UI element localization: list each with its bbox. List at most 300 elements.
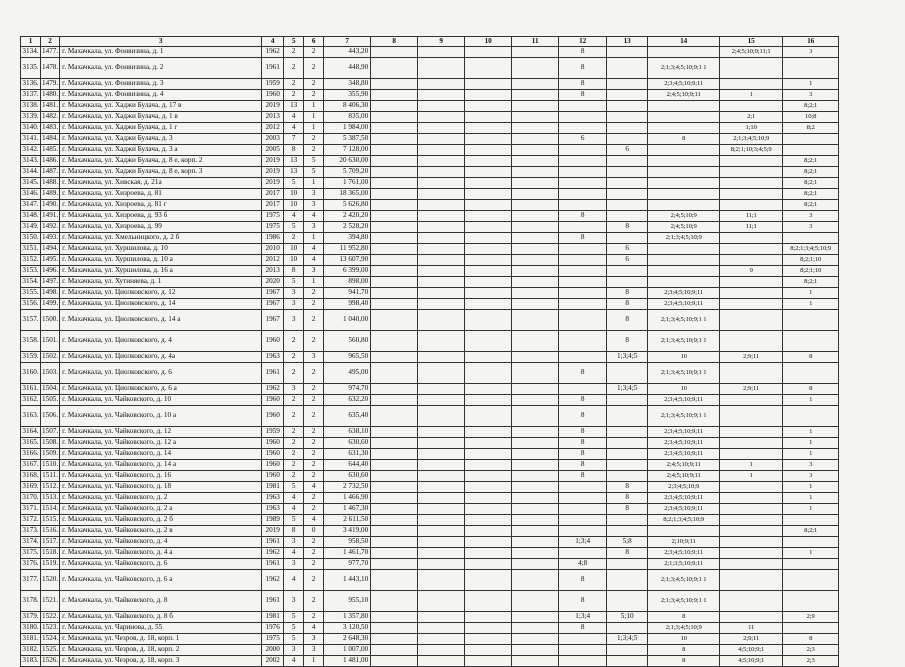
object-id-cell: 1479. — [41, 79, 60, 90]
empty-cell-col8 — [371, 90, 418, 101]
entrances-cell: 2 — [304, 559, 324, 570]
empty-cell-col8 — [371, 189, 418, 200]
col15-cell — [720, 178, 783, 189]
col15-cell: 1 — [720, 471, 783, 482]
col16-cell — [783, 363, 839, 384]
work-codes-cell: 2;1;3;4;5;10;9;1 1 — [648, 363, 720, 384]
entrances-cell: 3 — [304, 200, 324, 211]
entrances-cell: 3 — [304, 222, 324, 233]
empty-cell-col10 — [465, 277, 512, 288]
address-cell: г. Махачкала, ул. Чайковского, д. 8 — [60, 591, 262, 612]
empty-cell-col9 — [418, 310, 465, 331]
entrances-cell: 4 — [304, 623, 324, 634]
floors-cell: 8 — [284, 266, 304, 277]
col15-cell: 1;10 — [720, 123, 783, 134]
empty-cell-col8 — [371, 482, 418, 493]
entrances-cell: 2 — [304, 395, 324, 406]
col12-cell — [559, 515, 607, 526]
entrances-cell: 1 — [304, 101, 324, 112]
object-id-cell: 1519. — [41, 559, 60, 570]
col12-cell: 8 — [559, 395, 607, 406]
object-id-cell: 1517. — [41, 537, 60, 548]
col15-cell — [720, 482, 783, 493]
empty-cell-col11 — [512, 47, 559, 58]
work-codes-cell: 10 — [648, 384, 720, 395]
object-id-cell: 1477. — [41, 47, 60, 58]
table-row — [21, 493, 839, 504]
empty-cell-col11 — [512, 570, 559, 591]
column-header: 12 — [559, 37, 607, 47]
entrances-cell: 2 — [304, 58, 324, 79]
object-id-cell: 1515. — [41, 515, 60, 526]
empty-cell-col11 — [512, 178, 559, 189]
floors-cell: 2 — [284, 47, 304, 58]
year-built-cell: 1959 — [262, 79, 284, 90]
area-cell: 7 128,00 — [324, 145, 371, 156]
empty-cell-col10 — [465, 493, 512, 504]
floors-cell: 13 — [284, 101, 304, 112]
address-cell: г. Махачкала, ул. Хаджи Булача, д. 3 — [60, 134, 262, 145]
col13-cell — [607, 471, 648, 482]
address-cell: г. Махачкала, ул. Циолковского, д. 4а — [60, 352, 262, 363]
area-cell: 638,10 — [324, 427, 371, 438]
entrances-cell: 2 — [304, 299, 324, 310]
col15-cell: 9 — [720, 266, 783, 277]
empty-cell-col8 — [371, 460, 418, 471]
col13-cell: 1;3;4;5 — [607, 352, 648, 363]
empty-cell-col10 — [465, 526, 512, 537]
empty-cell-col9 — [418, 178, 465, 189]
work-codes-cell: 2;1;3;4;5;10;9;1 1 — [648, 310, 720, 331]
object-id-cell: 1522. — [41, 612, 60, 623]
col15-cell — [720, 493, 783, 504]
floors-cell: 5 — [284, 277, 304, 288]
empty-cell-col8 — [371, 570, 418, 591]
work-codes-cell: 2;1;3;4;5;10;9;1 1 — [648, 570, 720, 591]
col13-cell — [607, 47, 648, 58]
col15-cell: 1 — [720, 460, 783, 471]
empty-cell-col8 — [371, 277, 418, 288]
empty-cell-col8 — [371, 178, 418, 189]
area-cell: 18 365,00 — [324, 189, 371, 200]
table-row — [21, 559, 839, 570]
area-cell: 941,70 — [324, 288, 371, 299]
col15-cell: 11 — [720, 623, 783, 634]
col13-cell — [607, 167, 648, 178]
col16-cell: 1 — [783, 504, 839, 515]
year-built-cell: 1962 — [262, 384, 284, 395]
address-cell: г. Махачкала, ул. Хизроева, д. 93 б — [60, 211, 262, 222]
object-id-cell: 1524. — [41, 634, 60, 645]
table-row — [21, 58, 839, 79]
row-number-cell: 3178. — [21, 591, 41, 612]
row-number-cell: 3159. — [21, 352, 41, 363]
year-built-cell: 2019 — [262, 167, 284, 178]
area-cell: 632,20 — [324, 395, 371, 406]
object-id-cell: 1518. — [41, 548, 60, 559]
col13-cell: 5;8 — [607, 537, 648, 548]
entrances-cell: 2 — [304, 460, 324, 471]
col13-cell — [607, 406, 648, 427]
table-row — [21, 449, 839, 460]
work-codes-cell — [648, 178, 720, 189]
address-cell: г. Махачкала, ул. Хаджи Булача, д. 1 в — [60, 112, 262, 123]
year-built-cell: 2012 — [262, 255, 284, 266]
address-cell: г. Махачкала, ул. Хизроева, д. 81 г — [60, 200, 262, 211]
entrances-cell: 2 — [304, 548, 324, 559]
empty-cell-col11 — [512, 58, 559, 79]
address-cell: г. Махачкала, ул. Циолковского, д. 4 — [60, 331, 262, 352]
object-id-cell: 1513. — [41, 493, 60, 504]
col12-cell — [559, 123, 607, 134]
col13-cell: 6 — [607, 255, 648, 266]
work-codes-cell: 2;1;3;4;5;10;9 — [648, 623, 720, 634]
col12-cell: 8 — [559, 591, 607, 612]
col15-cell: 4;5;10;9;1 — [720, 656, 783, 667]
row-number-cell: 3177. — [21, 570, 41, 591]
address-cell: г. Махачкала, ул. Хаджи Булача, д. 1 г — [60, 123, 262, 134]
table-row — [21, 167, 839, 178]
col16-cell: 3 — [783, 211, 839, 222]
table-row — [21, 612, 839, 623]
empty-cell-col11 — [512, 438, 559, 449]
empty-cell-col9 — [418, 331, 465, 352]
year-built-cell: 1967 — [262, 288, 284, 299]
empty-cell-col8 — [371, 58, 418, 79]
table-row — [21, 134, 839, 145]
object-id-cell: 1523. — [41, 623, 60, 634]
entrances-cell: 2 — [304, 288, 324, 299]
entrances-cell: 1 — [304, 277, 324, 288]
object-id-cell: 1482. — [41, 112, 60, 123]
object-id-cell: 1514. — [41, 504, 60, 515]
year-built-cell: 1960 — [262, 460, 284, 471]
empty-cell-col9 — [418, 493, 465, 504]
empty-cell-col9 — [418, 156, 465, 167]
area-cell: 5 387,50 — [324, 134, 371, 145]
area-cell: 5 709,20 — [324, 167, 371, 178]
entrances-cell: 3 — [304, 645, 324, 656]
empty-cell-col10 — [465, 222, 512, 233]
empty-cell-col8 — [371, 384, 418, 395]
work-codes-cell — [648, 244, 720, 255]
col13-cell: 6 — [607, 244, 648, 255]
row-number-cell: 3134. — [21, 47, 41, 58]
floors-cell: 13 — [284, 156, 304, 167]
object-id-cell: 1500. — [41, 310, 60, 331]
empty-cell-col10 — [465, 363, 512, 384]
col16-cell: 10;8 — [783, 112, 839, 123]
year-built-cell: 1989 — [262, 515, 284, 526]
col13-cell — [607, 570, 648, 591]
floors-cell: 10 — [284, 255, 304, 266]
object-id-cell: 1508. — [41, 438, 60, 449]
year-built-cell: 1960 — [262, 395, 284, 406]
col13-cell: 8 — [607, 222, 648, 233]
table-row — [21, 363, 839, 384]
col16-cell: 3 — [783, 47, 839, 58]
empty-cell-col9 — [418, 211, 465, 222]
empty-cell-col8 — [371, 299, 418, 310]
empty-cell-col8 — [371, 623, 418, 634]
year-built-cell: 1961 — [262, 591, 284, 612]
row-number-cell: 3141. — [21, 134, 41, 145]
area-cell: 448,90 — [324, 58, 371, 79]
floors-cell: 2 — [284, 406, 304, 427]
address-cell: г. Махачкала, ул. Хизроева, д. 81 — [60, 189, 262, 200]
table-row — [21, 178, 839, 189]
empty-cell-col8 — [371, 504, 418, 515]
col12-cell — [559, 266, 607, 277]
column-header: 16 — [783, 37, 839, 47]
object-id-cell: 1516. — [41, 526, 60, 537]
col12-cell: 8 — [559, 233, 607, 244]
table-row — [21, 570, 839, 591]
col13-cell — [607, 395, 648, 406]
area-cell: 20 630,00 — [324, 156, 371, 167]
area-cell: 630,60 — [324, 471, 371, 482]
empty-cell-col11 — [512, 189, 559, 200]
work-codes-cell: 2;3;4;5;10;9;11 — [648, 548, 720, 559]
col16-cell — [783, 145, 839, 156]
entrances-cell: 2 — [304, 504, 324, 515]
floors-cell: 5 — [284, 634, 304, 645]
empty-cell-col11 — [512, 331, 559, 352]
year-built-cell: 1963 — [262, 493, 284, 504]
floors-cell: 2 — [284, 352, 304, 363]
year-built-cell: 1959 — [262, 427, 284, 438]
column-header: 14 — [648, 37, 720, 47]
year-built-cell: 2005 — [262, 145, 284, 156]
entrances-cell: 2 — [304, 47, 324, 58]
col13-cell — [607, 90, 648, 101]
col15-cell — [720, 559, 783, 570]
col15-cell — [720, 167, 783, 178]
col13-cell: 8 — [607, 288, 648, 299]
col16-cell — [783, 58, 839, 79]
empty-cell-col8 — [371, 591, 418, 612]
object-id-cell: 1491. — [41, 211, 60, 222]
empty-cell-col9 — [418, 548, 465, 559]
empty-cell-col9 — [418, 537, 465, 548]
col13-cell — [607, 211, 648, 222]
column-header: 8 — [371, 37, 418, 47]
empty-cell-col10 — [465, 266, 512, 277]
area-cell: 1 357,80 — [324, 612, 371, 623]
empty-cell-col11 — [512, 156, 559, 167]
work-codes-cell: 8 — [648, 134, 720, 145]
col12-cell — [559, 145, 607, 156]
floors-cell: 4 — [284, 656, 304, 667]
year-built-cell: 2019 — [262, 178, 284, 189]
col12-cell — [559, 548, 607, 559]
entrances-cell: 2 — [304, 471, 324, 482]
row-number-cell: 3175. — [21, 548, 41, 559]
col15-cell — [720, 299, 783, 310]
col13-cell — [607, 178, 648, 189]
empty-cell-col10 — [465, 58, 512, 79]
entrances-cell: 2 — [304, 591, 324, 612]
col15-cell — [720, 548, 783, 559]
empty-cell-col9 — [418, 570, 465, 591]
work-codes-cell — [648, 200, 720, 211]
col16-cell: 3 — [783, 460, 839, 471]
empty-cell-col10 — [465, 634, 512, 645]
entrances-cell: 4 — [304, 515, 324, 526]
col12-cell — [559, 310, 607, 331]
floors-cell: 4 — [284, 112, 304, 123]
empty-cell-col8 — [371, 406, 418, 427]
area-cell: 8 406,30 — [324, 101, 371, 112]
col13-cell — [607, 277, 648, 288]
empty-cell-col11 — [512, 352, 559, 363]
entrances-cell: 2 — [304, 79, 324, 90]
empty-cell-col11 — [512, 504, 559, 515]
column-header: 7 — [324, 37, 371, 47]
address-cell: г. Махачкала, ул. Фонвизина, д. 4 — [60, 90, 262, 101]
row-number-cell: 3138. — [21, 101, 41, 112]
col16-cell: 1 — [783, 299, 839, 310]
empty-cell-col10 — [465, 427, 512, 438]
entrances-cell: 2 — [304, 310, 324, 331]
col13-cell — [607, 526, 648, 537]
work-codes-cell — [648, 156, 720, 167]
work-codes-cell: 2;3;4;5;10;9;11 — [648, 288, 720, 299]
floors-cell: 5 — [284, 515, 304, 526]
table-row — [21, 255, 839, 266]
entrances-cell: 2 — [304, 363, 324, 384]
empty-cell-col11 — [512, 623, 559, 634]
col13-cell — [607, 438, 648, 449]
col15-cell — [720, 189, 783, 200]
empty-cell-col11 — [512, 90, 559, 101]
object-id-cell: 1494. — [41, 244, 60, 255]
empty-cell-col10 — [465, 145, 512, 156]
empty-cell-col9 — [418, 395, 465, 406]
floors-cell: 2 — [284, 58, 304, 79]
col16-cell: 8;2;1 — [783, 526, 839, 537]
entrances-cell: 1 — [304, 123, 324, 134]
col12-cell — [559, 331, 607, 352]
empty-cell-col9 — [418, 123, 465, 134]
col12-cell — [559, 299, 607, 310]
col13-cell: 8 — [607, 299, 648, 310]
empty-cell-col8 — [371, 363, 418, 384]
work-codes-cell: 2;3;4;5;10;9;11 — [648, 79, 720, 90]
empty-cell-col11 — [512, 288, 559, 299]
column-header: 9 — [418, 37, 465, 47]
area-cell: 2 732,50 — [324, 482, 371, 493]
area-cell: 394,80 — [324, 233, 371, 244]
floors-cell: 5 — [284, 623, 304, 634]
col15-cell — [720, 288, 783, 299]
col15-cell — [720, 427, 783, 438]
floors-cell: 5 — [284, 178, 304, 189]
empty-cell-col10 — [465, 244, 512, 255]
col16-cell: 1 — [783, 548, 839, 559]
empty-cell-col9 — [418, 612, 465, 623]
work-codes-cell — [648, 189, 720, 200]
row-number-cell: 3171. — [21, 504, 41, 515]
object-id-cell: 1520. — [41, 570, 60, 591]
area-cell: 348,80 — [324, 79, 371, 90]
empty-cell-col8 — [371, 134, 418, 145]
year-built-cell: 1960 — [262, 406, 284, 427]
entrances-cell: 2 — [304, 406, 324, 427]
entrances-cell: 4 — [304, 211, 324, 222]
empty-cell-col8 — [371, 310, 418, 331]
empty-cell-col9 — [418, 623, 465, 634]
table-row — [21, 123, 839, 134]
col16-cell — [783, 331, 839, 352]
empty-cell-col11 — [512, 222, 559, 233]
row-number-cell: 3179. — [21, 612, 41, 623]
row-number-cell: 3137. — [21, 90, 41, 101]
address-cell: г. Махачкала, ул. Хизроева, д. 99 — [60, 222, 262, 233]
area-cell: 631,30 — [324, 449, 371, 460]
register-table — [20, 36, 839, 667]
col15-cell — [720, 310, 783, 331]
empty-cell-col10 — [465, 299, 512, 310]
area-cell: 1 007,00 — [324, 645, 371, 656]
table-row — [21, 200, 839, 211]
table-row — [21, 266, 839, 277]
empty-cell-col11 — [512, 449, 559, 460]
empty-cell-col10 — [465, 47, 512, 58]
table-row — [21, 90, 839, 101]
object-id-cell: 1481. — [41, 101, 60, 112]
col13-cell — [607, 101, 648, 112]
col15-cell — [720, 101, 783, 112]
table-row — [21, 112, 839, 123]
table-row — [21, 515, 839, 526]
work-codes-cell: 2;10;9;11 — [648, 537, 720, 548]
empty-cell-col8 — [371, 526, 418, 537]
empty-cell-col11 — [512, 559, 559, 570]
col13-cell — [607, 58, 648, 79]
col12-cell: 8 — [559, 449, 607, 460]
col12-cell: 8 — [559, 623, 607, 634]
empty-cell-col10 — [465, 112, 512, 123]
year-built-cell: 2012 — [262, 123, 284, 134]
column-header: 2 — [41, 37, 60, 47]
header-row — [21, 37, 839, 47]
col13-cell: 8 — [607, 548, 648, 559]
work-codes-cell: 2;1;3;4;5;10;9;1 1 — [648, 406, 720, 427]
empty-cell-col8 — [371, 352, 418, 363]
empty-cell-col11 — [512, 123, 559, 134]
row-number-cell: 3172. — [21, 515, 41, 526]
empty-cell-col8 — [371, 156, 418, 167]
row-number-cell: 3181. — [21, 634, 41, 645]
year-built-cell: 1981 — [262, 482, 284, 493]
col12-cell — [559, 156, 607, 167]
work-codes-cell — [648, 101, 720, 112]
object-id-cell: 1498. — [41, 288, 60, 299]
empty-cell-col10 — [465, 331, 512, 352]
empty-cell-col8 — [371, 438, 418, 449]
object-id-cell: 1505. — [41, 395, 60, 406]
work-codes-cell: 2;4;5;10;9 — [648, 222, 720, 233]
empty-cell-col10 — [465, 656, 512, 667]
empty-cell-col9 — [418, 460, 465, 471]
floors-cell: 3 — [284, 288, 304, 299]
empty-cell-col10 — [465, 123, 512, 134]
col15-cell — [720, 438, 783, 449]
floors-cell: 10 — [284, 244, 304, 255]
table-row — [21, 288, 839, 299]
empty-cell-col8 — [371, 493, 418, 504]
